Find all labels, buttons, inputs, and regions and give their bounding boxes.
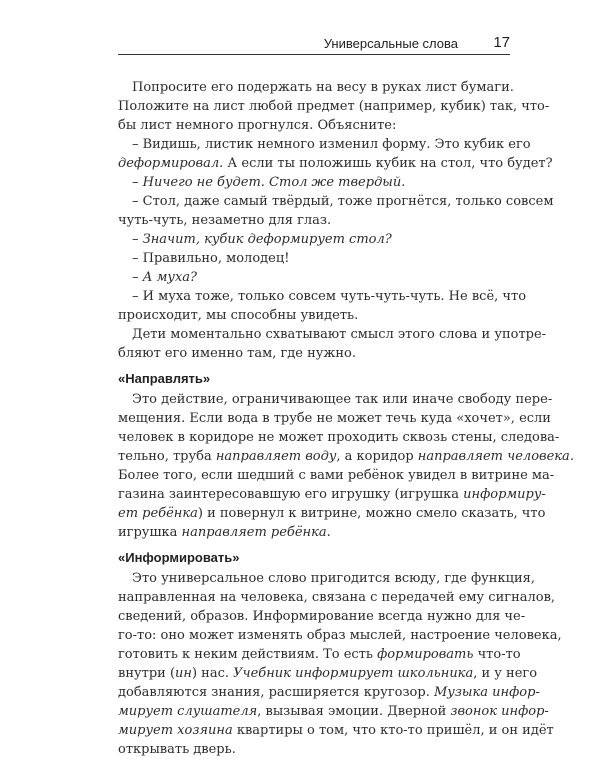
text-run: – Стол, даже самый твёрдый, тоже прогнётся, только совсем — [132, 194, 554, 209]
text-line — [118, 230, 510, 249]
text-run: – — [132, 270, 143, 285]
italic-text: Учебник информирует школьника — [233, 666, 474, 681]
text-line — [118, 626, 562, 645]
text-line — [118, 466, 555, 485]
text-run: внутри ( — [118, 666, 176, 681]
text-run: , вызывая эмоции. Дверной — [257, 704, 451, 719]
text-line — [118, 664, 538, 683]
text-line — [118, 344, 510, 363]
text-line — [118, 523, 510, 542]
paragraph — [118, 287, 527, 325]
italic-text: ин — [175, 666, 192, 681]
italic-text: информиру- — [463, 487, 546, 502]
text-run: бляют его именно там, где нужно. — [118, 346, 357, 361]
text-run: . А если ты положишь кубик на стол, что будет? — [219, 156, 553, 171]
text-line — [118, 154, 553, 173]
text-run: мещения. Если вода в трубе не может течь куда «хочет», если — [118, 411, 551, 426]
italic-text: формировать — [377, 647, 474, 662]
text-line — [118, 485, 546, 504]
text-run: , и у него — [473, 666, 538, 681]
section-heading: «Информировать» — [118, 550, 240, 565]
text-run: Дети моментально схватывают смысл этого слова и употре- — [132, 327, 547, 342]
text-line — [118, 588, 556, 607]
italic-text: звонок инфор- — [450, 704, 549, 719]
italic-text: Музыка инфор- — [433, 685, 540, 700]
paragraph — [118, 325, 547, 363]
text-run: го-то: оно может изменять образ мыслей, настроение человека, — [118, 628, 562, 643]
italic-text: А муха? — [142, 270, 197, 285]
text-run: тельно, труба — [118, 449, 216, 464]
text-run: квартиры о том, что кто-то пришёл, и он идёт — [232, 723, 554, 738]
text-line — [118, 645, 521, 664]
text-run: чуть-чуть, незаметно для глаз. — [118, 213, 332, 228]
paragraph — [118, 268, 510, 287]
text-line — [118, 249, 510, 268]
text-run: готовить к неким действиям. То есть — [118, 647, 378, 662]
text-run: – И муха тоже, только совсем чуть-чуть-чуть. Не всё, что — [132, 289, 527, 304]
text-run: , а коридор — [336, 449, 418, 464]
paragraph — [118, 249, 510, 268]
italic-text: Значит, кубик деформирует стол? — [142, 232, 392, 247]
italic-text: мирует слушателя — [118, 704, 258, 719]
text-line — [118, 135, 531, 154]
text-run: ) и повернул к витрине, можно смело сказать, что — [197, 506, 546, 521]
text-line — [118, 325, 547, 344]
italic-text: ет ребёнка — [118, 506, 198, 521]
page-body — [118, 78, 574, 759]
text-line — [118, 173, 510, 192]
text-run: что-то — [473, 647, 521, 662]
paragraph — [118, 569, 562, 759]
text-line — [118, 97, 550, 116]
text-line — [118, 428, 560, 447]
text-line — [118, 211, 510, 230]
italic-text: Ничего не будет. Стол же твердый. — [142, 175, 406, 190]
italic-text: мирует хозяина — [118, 723, 233, 738]
text-run: Это универсальное слово пригодится всюду, где функция, — [132, 571, 535, 586]
text-run: добавляются знания, расширяется кругозор. — [118, 685, 434, 700]
paragraph — [118, 390, 574, 542]
text-line — [118, 683, 540, 702]
text-run: Положите на лист любой предмет (например, кубик) так, что- — [118, 99, 550, 114]
paragraph — [118, 173, 510, 192]
text-run: газина заинтересовавшую его игрушку (игрушка — [118, 487, 464, 502]
text-run: бы лист немного прогнулся. Объясните: — [118, 118, 397, 133]
paragraph — [118, 192, 554, 230]
text-run: – Правильно, молодец! — [132, 251, 290, 266]
text-line — [118, 390, 553, 409]
text-run: Это действие, ограничивающее так или иначе свободу пере- — [132, 392, 553, 407]
paragraph — [118, 135, 553, 173]
italic-text: направляет ребёнка — [181, 525, 327, 540]
text-line — [118, 192, 554, 211]
text-run: сведений, образов. Информирование всегда нужно для че- — [118, 609, 526, 624]
text-run: . — [569, 449, 574, 464]
italic-text: направляет воду — [215, 449, 337, 464]
section-heading: «Направлять» — [118, 371, 211, 386]
section-title: Универсальные слова — [323, 36, 458, 51]
text-run: – Видишь, листик немного изменил форму. Это кубик его — [132, 137, 531, 152]
running-head — [118, 30, 510, 55]
text-run: – — [132, 175, 143, 190]
text-run: направленная на человека, связана с передачей ему сигналов, — [118, 590, 556, 605]
text-run: Более того, если шедший с вами ребёнок увидел в витрине ма- — [118, 468, 555, 483]
page-number: 17 — [493, 34, 510, 51]
italic-text: направляет человека — [417, 449, 570, 464]
text-run: происходит, мы способны увидеть. — [118, 308, 359, 323]
text-line — [118, 287, 527, 306]
text-line — [118, 306, 510, 325]
text-line — [118, 116, 510, 135]
text-line — [118, 504, 546, 523]
text-line — [118, 409, 551, 428]
italic-text: деформировал — [118, 156, 220, 171]
text-line — [118, 447, 574, 466]
text-line — [118, 702, 549, 721]
text-run: человек в коридоре не может проходить сквозь стены, следова- — [118, 430, 560, 445]
text-line — [118, 268, 510, 287]
text-line — [118, 607, 526, 626]
text-line — [118, 78, 514, 97]
text-line — [118, 569, 535, 588]
text-run: открывать дверь. — [118, 742, 236, 757]
text-run: игрушка — [118, 525, 182, 540]
paragraph — [118, 78, 550, 135]
text-run: ) нас. — [191, 666, 234, 681]
paragraph — [118, 230, 510, 249]
text-run: . — [326, 525, 331, 540]
text-line — [118, 721, 554, 740]
text-run: – — [132, 232, 143, 247]
text-run: Попросите его подержать на весу в руках лист бумаги. — [132, 80, 514, 95]
